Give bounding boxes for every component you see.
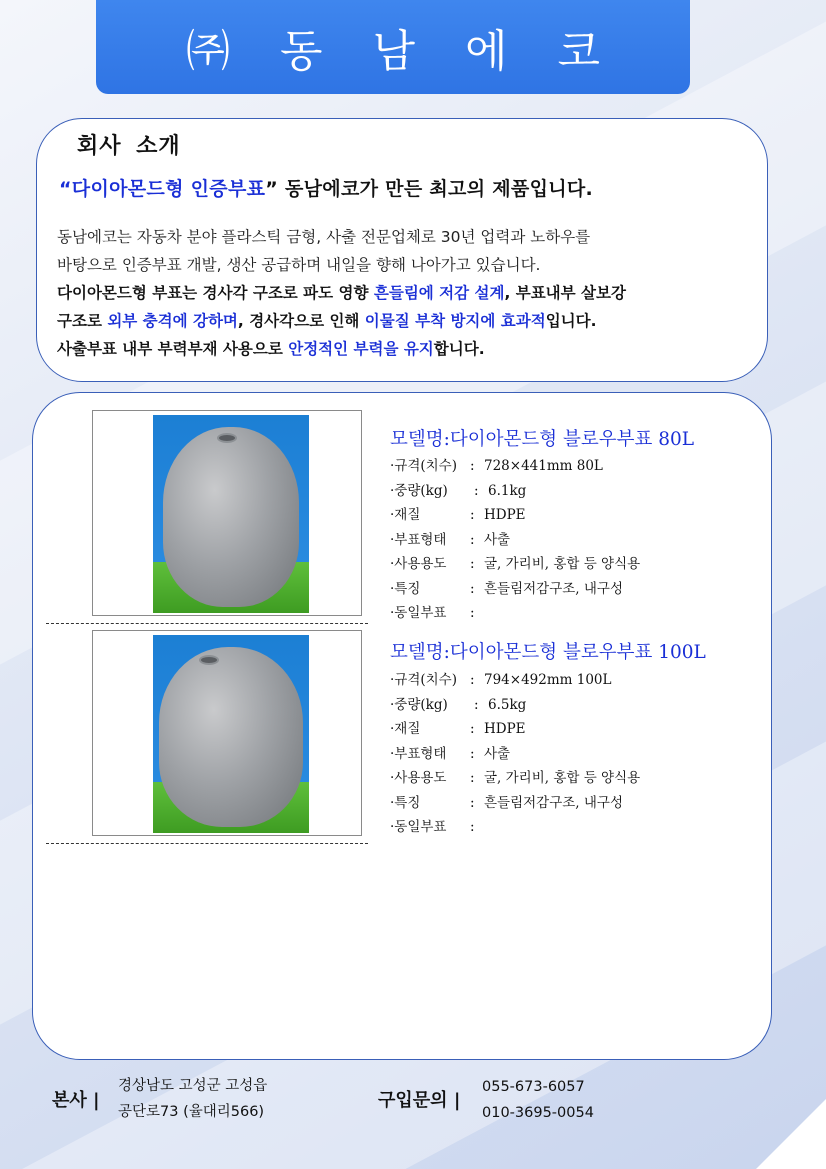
intro-line-5 [57,335,767,363]
intro-heading: 회사 소개 [77,134,181,159]
headline-product-name: 다이아몬드형 인증부표 [71,178,266,200]
spec-label: ·동일부표 [390,605,447,621]
spec-row [390,528,640,553]
intro-body [57,223,767,363]
section-divider [46,623,368,624]
intro-line-4 [57,307,767,335]
company-title: ㈜ 동 남 에 코 [186,26,618,77]
spec-separator: : [470,531,475,548]
spec-label: ·특징 [390,580,421,597]
intro-line-2: 바탕으로 인증부표 개발, 생산 공급하며 내일을 향해 나아가고 있습니다. [57,256,541,274]
intro-line-4-highlight-2: 이물질 부착 방지에 효과적 [364,312,546,330]
spec-separator: : [470,794,475,811]
spec-value: 굴, 가리비, 홍합 등 양식용 [484,556,641,572]
intro-line-4-highlight-1: 외부 충격에 강하며 [107,312,238,330]
spec-label: ·재질 [390,721,421,737]
spec-label: ·사용용도 [390,770,447,786]
spec-value: 굴, 가리비, 홍합 등 양식용 [484,770,641,786]
spec-separator: : [474,696,479,713]
header-banner [96,0,690,94]
spec-row [390,717,640,742]
spec-separator: : [474,482,479,499]
model-title-100l: 모델명:다이아몬드형 블로우부표 100L [390,642,706,663]
spec-value: 흔들림저감구조, 내구성 [484,794,623,811]
spec-row [390,503,640,528]
spec-label: ·사용용도 [390,556,447,572]
spec-separator: : [470,507,475,523]
spec-row [390,668,640,693]
spec-value: 사출 [484,531,511,548]
section-divider [46,843,368,844]
spec-value: 흔들림저감구조, 내구성 [484,580,623,597]
spec-separator: : [470,458,475,474]
spec-list-100l [390,668,640,840]
intro-line-3-highlight: 흔들림에 저감 설계 [373,284,505,302]
intro-line-1: 동남에코는 자동차 분야 플라스틱 금형, 사출 전문업체로 30년 업력과 노하우를 [57,228,591,246]
intro-line-3-text-c: , 부표내부 살보강 [504,284,626,302]
spec-separator: : [470,580,475,597]
spec-list-80l [390,454,640,626]
buoy-image [153,415,309,613]
spec-separator: : [470,556,475,572]
intro-line-4-text-c: , 경사각으로 인해 [237,312,365,330]
spec-row [390,693,640,718]
page-corner-fold [756,1099,826,1169]
intro-line-3 [57,279,767,307]
spec-label: ·규격(치수) [390,458,457,474]
spec-label: ·재질 [390,507,421,523]
spec-value: HDPE [484,507,526,523]
spec-label: ·동일부표 [390,819,447,835]
spec-label: ·부표형태 [390,745,447,762]
model-title-80l: 모델명:다이아몬드형 블로우부표 80L [390,429,695,450]
spec-row [390,742,640,767]
hq-address-line-2: 공단로73 (율대리566) [118,1104,265,1120]
spec-value: 6.1kg [488,482,527,499]
spec-row [390,601,640,626]
spec-value: 사출 [484,745,511,762]
intro-line-5-text-a: 사출부표 내부 부력부재 사용으로 [57,340,289,358]
phone-number-1: 055-673-6057 [482,1079,585,1095]
spec-row [390,479,640,504]
spec-value: 6.5kg [488,696,527,713]
spec-separator: : [470,819,475,835]
spec-label: ·중량(kg) [390,696,448,713]
quote-open: “ [59,178,72,200]
spec-value: 794×492mm 100L [484,672,612,688]
quote-close: ” [265,178,279,200]
spec-row [390,454,640,479]
buoy-image [153,635,309,833]
spec-row [390,577,640,602]
intro-line-5-highlight: 안정적인 부력을 유지 [288,340,434,358]
spec-separator: : [470,672,475,688]
spec-value: HDPE [484,721,526,737]
intro-line-3-text-a: 다이아몬드형 부표는 경사각 구조로 파도 영향 [57,284,374,302]
hq-label: 본사 | [52,1090,100,1111]
intro-line-5-text-c: 합니다. [433,340,485,358]
spec-row [390,815,640,840]
contact-label: 구입문의 | [378,1090,461,1111]
phone-number-2: 010-3695-0054 [482,1105,594,1121]
spec-label: ·규격(치수) [390,672,457,688]
spec-label: ·부표형태 [390,531,447,548]
spec-label: ·특징 [390,794,421,811]
hq-address-line-1: 경상남도 고성군 고성읍 [118,1078,268,1094]
spec-separator: : [470,721,475,737]
spec-separator: : [470,770,475,786]
intro-headline [59,174,593,201]
spec-value: 728×441mm 80L [484,458,603,474]
spec-row [390,766,640,791]
spec-separator: : [470,745,475,762]
intro-line-4-text-e: 입니다. [545,312,597,330]
intro-line-4-text-a: 구조로 [57,312,108,330]
spec-row [390,552,640,577]
spec-separator: : [470,605,475,621]
headline-rest: 동남에코가 만든 최고의 제품입니다. [278,178,594,200]
spec-row [390,791,640,816]
product-photo-100l [92,630,362,836]
spec-label: ·중량(kg) [390,482,448,499]
company-intro-box [36,118,768,382]
product-photo-80l [92,410,362,616]
